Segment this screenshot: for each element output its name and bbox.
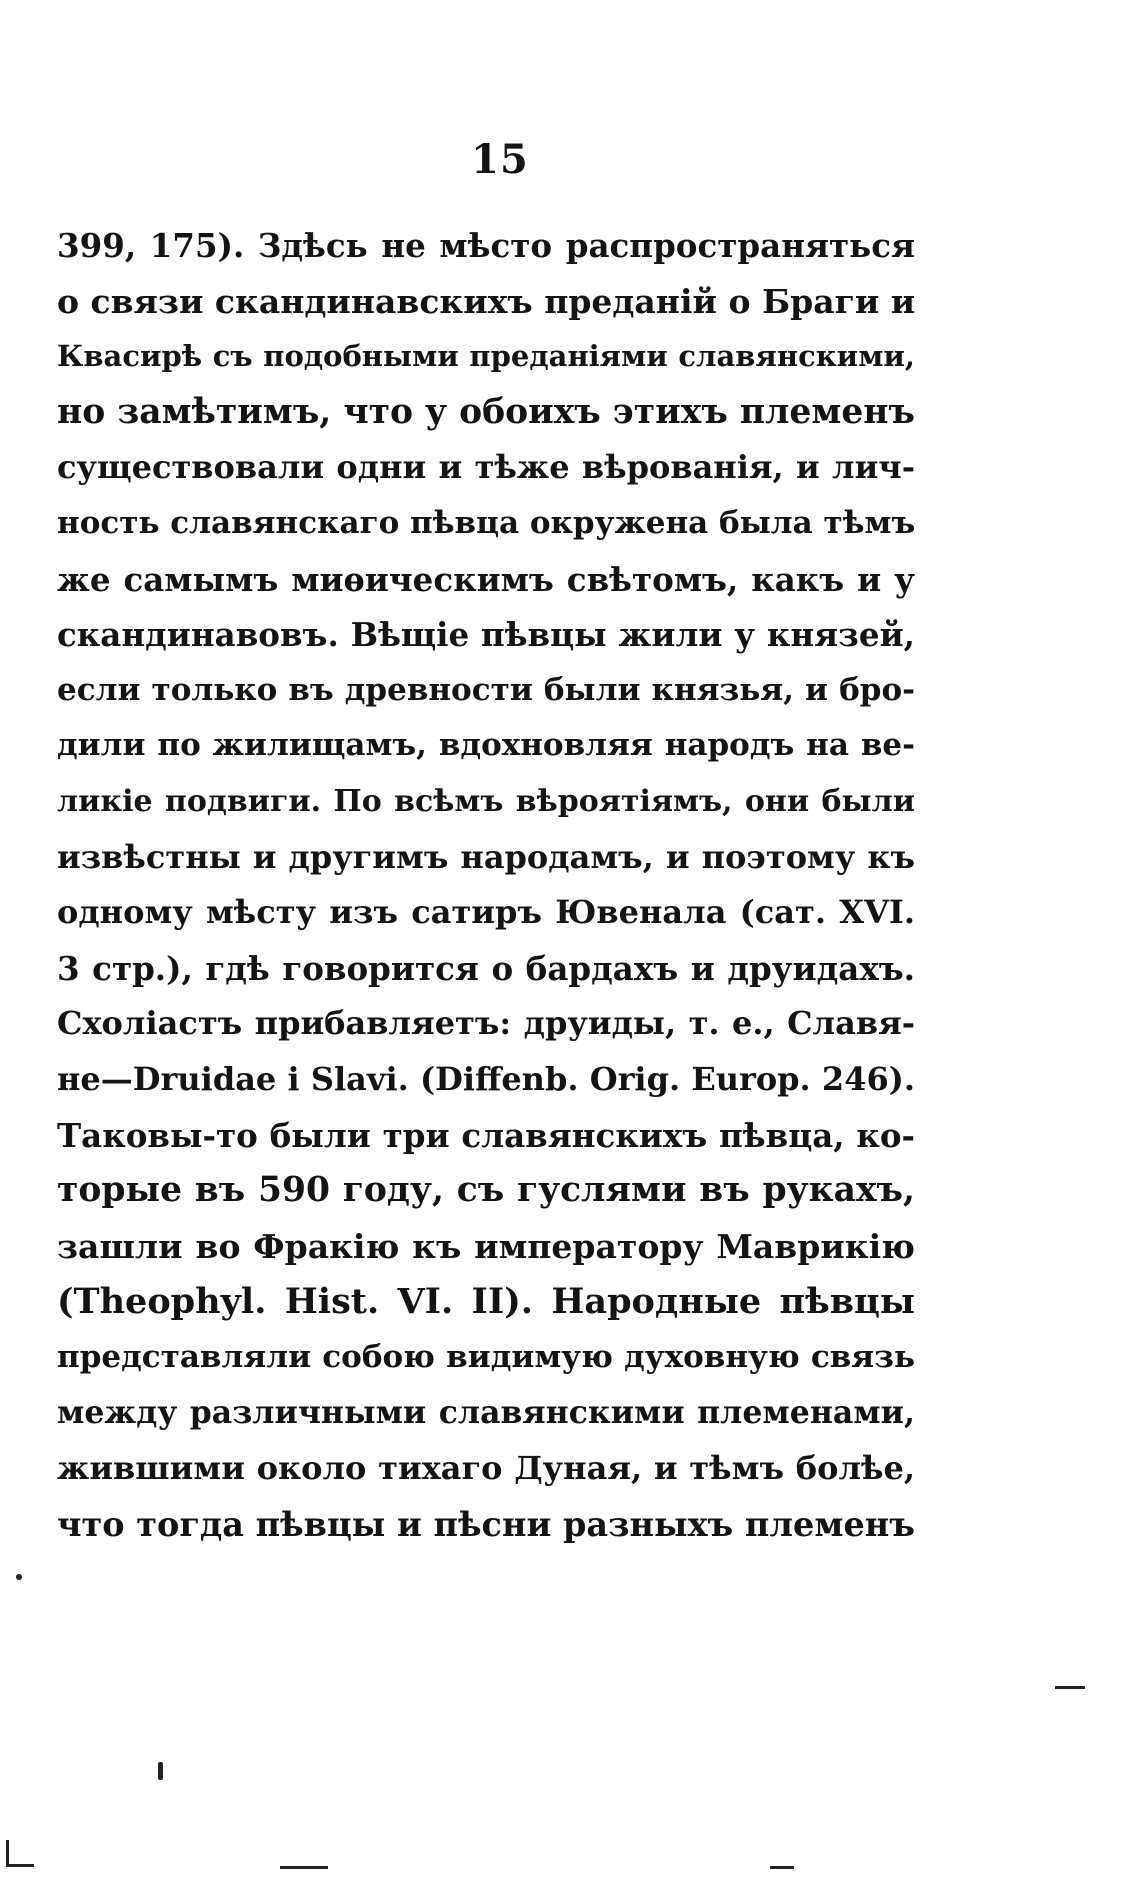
text-line: 399, 175). Здѣсь не мѣсто распространяться [57,226,915,265]
scan-speck [16,1574,22,1580]
scan-corner-mark [6,1864,34,1867]
text-line: между различными славянскими племенами, [57,1394,915,1432]
text-line: извѣстны и другимъ народамъ, и поэтому къ [57,837,915,876]
text-line: же самымъ миѳическимъ свѣтомъ, какъ и у [57,559,915,599]
text-line: существовали одни и тѣже вѣрованія, и лич- [57,448,915,487]
text-line: Схоліастъ прибавляетъ: друиды, т. е., Славя- [57,1004,915,1043]
page-number: 15 [471,136,529,183]
scan-speck [1055,1686,1085,1689]
scan-speck [770,1866,794,1869]
text-line: 3 стр.), гдѣ говорится о бардахъ и друидахъ. [57,948,915,988]
text-line: но замѣтимъ, что у обоихъ этихъ племенъ [57,391,915,432]
text-line: жившими около тихаго Дуная, и тѣмъ болѣе, [57,1449,915,1488]
text-line: дили по жилищамъ, вдохновляя народъ на ве- [57,727,915,764]
text-line: (Theophyl. Hist. VI. II). Народные пѣвцы [57,1281,915,1323]
scan-speck [158,1762,163,1780]
scan-speck [280,1866,328,1869]
text-line: ликіе подвиги. По всѣмъ вѣроятіямъ, они были [57,783,915,819]
text-line: не—Druidae i Slavi. (Diffenb. Orig. Europ. 246). [57,1059,915,1098]
text-line: торые въ 590 году, съ гуслями въ рукахъ, [57,1170,915,1211]
text-line: ность славянскаго пѣвца окружена была тѣмъ [57,504,916,541]
text-line: зашли во Фракію къ императору Маврикію [57,1226,915,1266]
text-line: о связи скандинавскихъ преданій о Браги и [57,281,916,321]
text-line: что тогда пѣвцы и пѣсни разныхъ племенъ [57,1504,915,1544]
text-line: скандинавовъ. Вѣщіе пѣвцы жили у князей, [57,615,915,655]
text-line: если только въ древности были князья, и бро- [57,671,915,708]
text-line: Таковы-то были три славянскихъ пѣвца, ко- [57,1115,915,1155]
text-line: Квасирѣ съ подобными преданіями славянскими, [57,339,915,374]
scan-corner-mark [6,1840,9,1866]
text-line: представляли собою видимую духовную связь [57,1338,915,1375]
text-line: одному мѣсту изъ сатиръ Ювенала (сат. XVI. [57,893,915,932]
body-text [57,218,915,1552]
